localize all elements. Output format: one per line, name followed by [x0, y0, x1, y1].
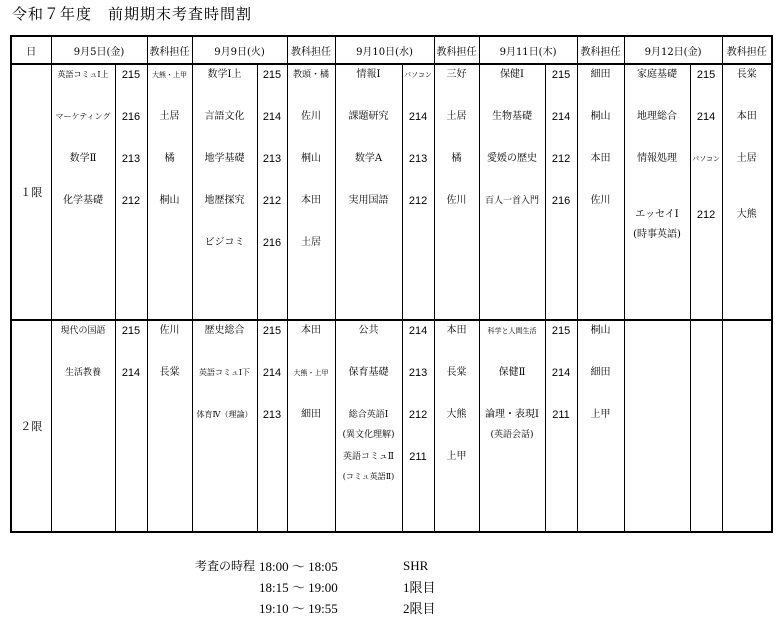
room-cell: [545, 64, 577, 320]
subject-two-line: [336, 408, 402, 450]
room: 216: [551, 195, 571, 207]
teacher-cell: [434, 64, 479, 320]
room-cell: [402, 64, 434, 320]
room: 214: [262, 367, 282, 379]
teacher-cell: [577, 64, 624, 320]
teacher: 土居: [736, 153, 757, 164]
teacher: 本田: [736, 111, 757, 122]
teacher: 佐川: [159, 325, 180, 336]
timing-name: 1限目: [403, 580, 436, 595]
subject: 体育Ⅳ（理論）: [196, 410, 253, 419]
subject: 保育基礎: [348, 367, 389, 378]
room: 212: [408, 409, 428, 421]
subject: 英語コミュⅠ下: [199, 368, 250, 377]
room: 212: [551, 153, 571, 165]
subject: 現代の国語: [60, 326, 106, 336]
teacher: 上甲: [590, 409, 611, 420]
teacher: 細田: [301, 409, 321, 420]
room: 212: [262, 195, 282, 207]
teacher: 桐山: [590, 111, 611, 122]
teacher: 桐山: [590, 325, 611, 336]
room: 213: [121, 153, 141, 165]
room: 215: [121, 325, 141, 337]
period-label: ２限: [11, 320, 51, 532]
teacher: 橘: [451, 153, 462, 164]
room-cell: [257, 64, 287, 320]
teacher-header: 教科担任: [147, 36, 192, 64]
room: 214: [408, 111, 428, 123]
room: 212: [121, 195, 141, 207]
timing-label: 考査の時程: [195, 559, 256, 573]
subject: 百人一首入門: [485, 196, 540, 206]
teacher: 細田: [590, 69, 611, 80]
teacher: 長棠: [736, 69, 757, 80]
teacher-header: 教科担任: [577, 36, 624, 64]
room: 213: [408, 367, 428, 379]
room: 214: [408, 325, 428, 337]
room-cell: [115, 320, 147, 532]
teacher: 土居: [159, 111, 180, 122]
subject-note: (コミュ英語Ⅱ): [342, 472, 395, 481]
subject: 実用国語: [348, 195, 389, 206]
subject: 英語コミュⅡ: [343, 452, 394, 462]
subject: 愛媛の歴史: [487, 153, 538, 164]
teacher-cell-empty: [722, 320, 772, 532]
day-header-2: 9月10日(水): [335, 36, 434, 64]
teacher: 大熊・上甲: [293, 369, 329, 377]
teacher-header: 教科担任: [434, 36, 479, 64]
subject: 数学Ⅰ上: [207, 69, 242, 80]
teacher-cell: [287, 64, 335, 320]
room: 215: [262, 325, 282, 337]
teacher: 佐川: [446, 195, 467, 206]
header-row: [11, 36, 772, 64]
teacher: 桐山: [159, 195, 180, 206]
subject: 総合英語Ⅰ: [348, 410, 389, 420]
subject-two-line: [480, 408, 545, 442]
subject-cell: [192, 320, 257, 532]
room: 215: [551, 325, 571, 337]
subject: 地歴探究: [204, 195, 245, 206]
room-cell: [115, 64, 147, 320]
subject: 情報処理: [637, 153, 678, 164]
room: 215: [551, 69, 571, 81]
timing-name: 2限目: [403, 601, 436, 616]
timing-time: 19:10 ～ 19:55: [259, 601, 338, 616]
subject-cell: [192, 64, 257, 320]
room: 216: [121, 111, 141, 123]
room: 215: [121, 69, 141, 81]
teacher: 長棠: [446, 367, 467, 378]
room-cell: [257, 320, 287, 532]
teacher-header: 教科担任: [722, 36, 772, 64]
teacher: 大熊: [736, 209, 757, 220]
day-header-4: 9月12日(金): [624, 36, 722, 64]
room: パソコン: [404, 71, 432, 79]
subject-cell: [335, 320, 402, 532]
subject-cell: [624, 64, 690, 320]
subject: 地理総合: [637, 111, 678, 122]
subject-note: (時事英語): [633, 229, 681, 240]
teacher: 大熊・上甲: [152, 71, 187, 79]
subject-cell: [51, 64, 115, 320]
teacher: 土居: [446, 111, 467, 122]
subject: 数学Ⅱ: [69, 153, 97, 164]
room: 216: [262, 237, 282, 249]
exam-schedule-table: [10, 35, 773, 533]
subject: 保健Ⅱ: [498, 367, 526, 378]
subject: 言語文化: [204, 111, 245, 122]
teacher: 三好: [446, 69, 467, 80]
subject: 化学基礎: [63, 195, 103, 206]
teacher: 教頭・橘: [292, 70, 329, 80]
subject-note: (英語会話): [490, 430, 534, 440]
subject: 家庭基礎: [637, 69, 678, 80]
teacher: 橘: [164, 153, 175, 164]
room: 214: [262, 111, 282, 123]
subject: 生物基礎: [492, 111, 533, 122]
subject: 地学基礎: [204, 153, 245, 164]
teacher: 土居: [301, 237, 321, 248]
room: 213: [262, 409, 282, 421]
day-header-3: 9月11日(木): [479, 36, 577, 64]
day-header-1: 9月9日(火): [192, 36, 287, 64]
teacher-header: 教科担任: [287, 36, 335, 64]
subject-note: (異文化理解): [342, 430, 395, 440]
subject-two-line: [336, 450, 402, 484]
subject-two-line: [625, 194, 690, 242]
room: 211: [409, 451, 427, 463]
subject: 歴史総合: [204, 325, 245, 336]
room: 215: [262, 69, 282, 81]
teacher-cell: [147, 64, 192, 320]
teacher-cell: [722, 64, 772, 320]
subject-cell: [479, 320, 545, 532]
subject: マーケティング: [55, 112, 111, 121]
teacher: 細田: [590, 367, 611, 378]
room: 212: [696, 209, 716, 221]
room: 213: [408, 153, 428, 165]
subject: ビジコミ: [204, 237, 245, 248]
teacher: 上甲: [446, 451, 467, 462]
room-cell: [545, 320, 577, 532]
timing-row: [195, 597, 436, 618]
room: 211: [552, 409, 570, 421]
subject: 情報Ⅰ: [356, 69, 381, 80]
teacher-cell: [147, 320, 192, 532]
subject: 生活教養: [64, 368, 101, 378]
period-label: １限: [11, 64, 51, 320]
subject: 保健Ⅰ: [500, 69, 524, 80]
room-cell: [690, 64, 722, 320]
room-cell: [402, 320, 434, 532]
subject: 課題研究: [348, 111, 389, 122]
period-row-1: [11, 64, 772, 320]
room: 213: [262, 153, 282, 165]
subject-cell: [479, 64, 545, 320]
exam-timing: [195, 555, 436, 618]
teacher: 佐川: [590, 195, 611, 206]
teacher-cell: [577, 320, 624, 532]
teacher: 佐川: [301, 111, 321, 122]
teacher: 本田: [590, 153, 611, 164]
teacher: 桐山: [301, 153, 321, 164]
room: 214: [121, 367, 141, 379]
room: パソコン: [692, 155, 720, 163]
teacher: 本田: [301, 325, 321, 336]
period-row-2: [11, 320, 772, 532]
teacher-cell: [287, 320, 335, 532]
subject-cell: [335, 64, 402, 320]
room: 214: [551, 111, 571, 123]
teacher: 大熊: [446, 409, 467, 420]
room: 215: [696, 69, 716, 81]
room: 214: [551, 367, 571, 379]
subject: エッセイⅠ: [635, 209, 679, 220]
timing-name: SHR: [403, 557, 429, 573]
timing-time: 18:15 ～ 19:00: [259, 580, 338, 595]
timing-row: [195, 576, 436, 597]
subject-cell-empty: [624, 320, 690, 532]
page-title: 令和７年度 前期期末考査時間割: [12, 5, 253, 23]
teacher: 本田: [446, 325, 467, 336]
teacher: 本田: [301, 195, 321, 206]
room: 212: [408, 195, 428, 207]
subject: 数学A: [354, 153, 383, 164]
timing-row: [195, 555, 436, 576]
teacher: 長棠: [159, 367, 180, 378]
subject-cell: [51, 320, 115, 532]
timing-time: 18:00 ～ 18:05: [259, 559, 338, 574]
subject: 英語コミュⅠ上: [57, 70, 109, 79]
room-cell-empty: [690, 320, 722, 532]
subject: 公共: [358, 325, 379, 336]
subject: 科学と人間生活: [487, 327, 537, 335]
day-header: 日: [11, 36, 51, 64]
day-header-0: 9月5日(金): [51, 36, 147, 64]
teacher-cell: [434, 320, 479, 532]
subject: 論理・表現Ⅰ: [485, 409, 539, 420]
room: 214: [696, 111, 716, 123]
